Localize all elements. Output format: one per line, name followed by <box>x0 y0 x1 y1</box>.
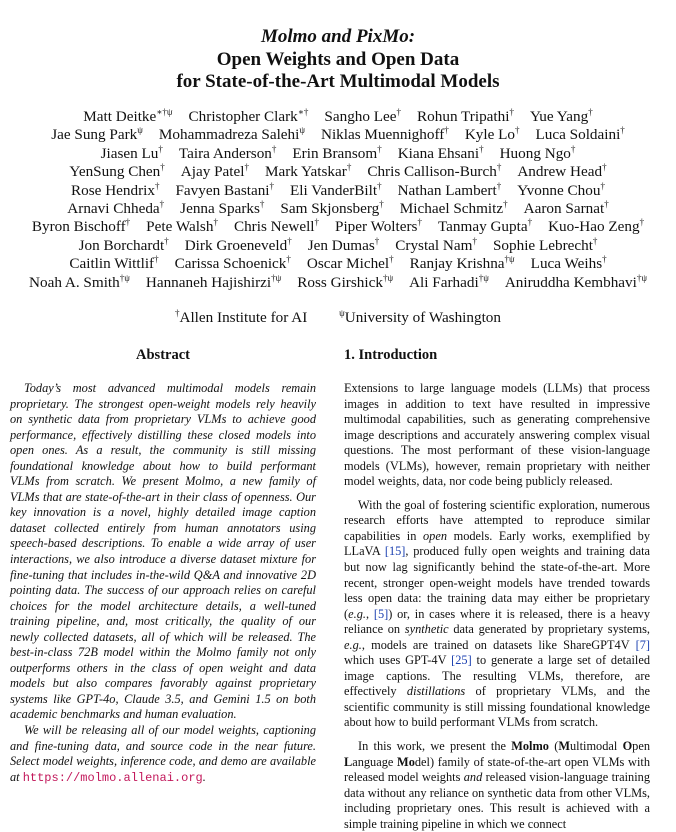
intro-p3-g: released vision-language training data without any reliance on synthetic data from other VLMs, including proprietary ones. This result is achieved with a simple training pipeline in which we connect <box>344 770 650 831</box>
citation-link[interactable]: [15] <box>384 544 406 559</box>
author-list <box>0 108 676 292</box>
author-affiliation-marker: † <box>496 162 502 173</box>
author-line <box>0 108 676 126</box>
author-affiliation-marker: † <box>396 107 402 117</box>
author-name: Hannaneh Hajishirzi <box>145 273 272 291</box>
author-affiliation-marker: † <box>154 254 159 265</box>
author-name: Ali Farhadi <box>409 273 479 291</box>
author-name: Matt Deitke <box>83 108 157 125</box>
abstract-p2-end: . <box>202 769 206 784</box>
author-affiliation-marker: † <box>160 162 165 173</box>
author-name: Jiasen Lu <box>100 144 159 162</box>
author <box>101 145 163 163</box>
author-name: Ross Girshick <box>297 273 383 291</box>
intro-paragraph-3 <box>344 739 650 832</box>
author-affiliation-marker: † <box>314 217 320 228</box>
author-affiliation-marker: †ψ <box>271 272 282 283</box>
abstract-p2-text: We will be releasing all of our model weights, captioning and fine-tuning data, and source code in the near future. Select model weights, inference code, and demo are available at <box>10 723 316 784</box>
author-name: Chris Newell <box>233 218 315 236</box>
author-name: Noah A. Smith <box>29 273 120 291</box>
intro-p2-f: data generated by proprietary systems, <box>448 622 650 637</box>
author-name: Kuo-Hao Zeng <box>548 218 640 236</box>
author-affiliation-marker: † <box>509 107 514 117</box>
intro-p2-eg2: e.g. <box>344 637 362 652</box>
intro-p3-l: L <box>344 754 353 769</box>
intro-p2-c: , produced fully open weights and training data but now lag significantly behind the state-of-the-art. More recent, stronger open-weight models have trended towards less open data: the training data may either be proprietary ( <box>344 544 650 621</box>
author-name: Chris Callison-Burch <box>367 163 497 181</box>
author-name: Taira Anderson <box>178 144 272 162</box>
author-affiliation-marker: ∗† <box>297 107 309 117</box>
author-affiliation-marker: † <box>389 254 394 265</box>
author-affiliation-marker: † <box>159 199 165 210</box>
author-name: Favyen Bastani <box>175 181 270 199</box>
affiliation-marker: ψ <box>339 308 345 318</box>
author-affiliation-marker: † <box>472 235 477 246</box>
author <box>79 237 169 255</box>
author <box>500 145 576 163</box>
author-name: Byron Bischoff <box>31 218 126 236</box>
intro-paragraph-2 <box>344 498 650 731</box>
author-affiliation-marker: † <box>602 162 607 173</box>
author <box>400 200 508 218</box>
author <box>32 218 130 236</box>
author <box>175 182 274 200</box>
author-affiliation-marker: ψ <box>137 125 143 136</box>
author-affiliation-marker: † <box>346 162 352 173</box>
author-affiliation-marker: † <box>154 180 160 191</box>
author-name: Erin Bransom <box>292 144 378 162</box>
author <box>69 163 164 181</box>
author <box>83 108 172 126</box>
author-name: Jenna Sparks <box>180 200 260 218</box>
author <box>307 255 394 273</box>
author <box>398 182 502 200</box>
author-affiliation-marker: †ψ <box>382 272 394 283</box>
author-affiliation-marker: † <box>287 235 292 246</box>
intro-p2-distillations: distillations <box>406 684 466 699</box>
author-name: Huong Ngo <box>499 144 571 162</box>
author-affiliation-marker: † <box>269 180 275 191</box>
author-affiliation-marker: † <box>244 162 249 173</box>
author-affiliation-marker: † <box>286 254 291 265</box>
author-name: Luca Soldaini <box>535 126 621 144</box>
author-name: YenSung Chen <box>69 163 161 181</box>
intro-p3-f: del) family of state-of-the-art open VLMs with released model weights <box>344 754 650 785</box>
author-name: Luca Weihs <box>530 255 603 273</box>
author-name: Andrew Head <box>517 163 603 181</box>
molmo-link[interactable]: https://molmo.allenai.org <box>22 770 203 785</box>
intro-p2-b: models. Early works, exemplified by LLaVA <box>344 528 650 559</box>
author-name: Jen Dumas <box>307 236 375 254</box>
intro-p2-h: which uses GPT-4V <box>344 653 452 668</box>
author-name: Mark Yatskar <box>264 163 347 181</box>
author-name: Carissa Schoenick <box>174 255 287 273</box>
introduction-heading: 1. Introduction <box>344 347 438 363</box>
intro-p3-e: anguage <box>352 754 398 769</box>
author-affiliation-marker: † <box>377 143 382 154</box>
author-line <box>0 200 676 218</box>
affiliation-name: Allen Institute for AI <box>179 309 308 326</box>
author-affiliation-marker: † <box>379 199 384 210</box>
intro-p3-o: O <box>622 739 633 754</box>
author-affiliation-marker: † <box>213 217 218 228</box>
author-name: Kiana Ehsani <box>397 144 480 162</box>
author-name: Crystal Nam <box>395 236 473 254</box>
author-name: Niklas Muennighoff <box>320 126 445 144</box>
intro-p2-eg1: e.g. <box>348 606 366 621</box>
author-affiliation-marker: † <box>527 217 533 228</box>
author <box>367 163 501 181</box>
author-affiliation-marker: † <box>515 125 520 136</box>
author-affiliation-marker: †ψ <box>119 272 130 283</box>
title-line-3: for State-of-the-Art Multimodal Models <box>176 71 500 92</box>
author-name: Sam Skjonsberg <box>280 200 380 218</box>
affiliation-marker: † <box>174 308 180 318</box>
affiliation-uw <box>339 309 501 327</box>
affiliation-ai2 <box>175 309 307 327</box>
author-affiliation-marker: † <box>374 235 380 246</box>
author-line <box>0 255 676 273</box>
intro-p3-and: and <box>463 770 483 785</box>
author-affiliation-marker: † <box>271 143 277 154</box>
author-affiliation-marker: †ψ <box>636 272 647 283</box>
author-affiliation-marker: ∗†ψ <box>156 107 173 117</box>
intro-p3-molmo: Molmo <box>511 739 549 754</box>
author <box>180 200 264 218</box>
author-affiliation-marker: † <box>164 235 169 246</box>
author-name: Ranjay Krishna <box>409 255 505 273</box>
author <box>146 274 281 292</box>
author-name: Yvonne Chou <box>517 181 601 199</box>
author <box>265 163 351 181</box>
author-name: Mohammadreza Salehi <box>158 126 300 144</box>
author-name: Nathan Lambert <box>397 181 497 199</box>
author-name: Caitlin Wittlif <box>69 255 155 273</box>
author-name: Aaron Sarnat <box>523 200 605 218</box>
author <box>417 108 514 126</box>
author-affiliation-marker: † <box>496 180 502 191</box>
author <box>290 182 382 200</box>
abstract-column <box>10 346 316 786</box>
author <box>321 126 449 144</box>
author <box>159 126 305 144</box>
author-name: Oscar Michel <box>306 255 390 273</box>
author <box>29 274 130 292</box>
author-affiliation-marker: †ψ <box>504 254 515 265</box>
author-affiliation-marker: † <box>600 180 605 191</box>
title-line-2: Open Weights and Open Data <box>216 48 460 70</box>
author-line <box>0 182 676 200</box>
author <box>175 255 291 273</box>
author-affiliation-marker: † <box>158 143 163 154</box>
intro-p3-m: M <box>558 739 570 754</box>
author-name: Ajay Patel <box>180 163 245 181</box>
author-affiliation-marker: † <box>570 143 576 154</box>
author <box>181 163 249 181</box>
author <box>438 218 532 236</box>
author-affiliation-marker: † <box>620 125 625 136</box>
intro-p3-c: ultimodal <box>569 739 623 754</box>
author <box>71 182 159 200</box>
intro-p2-a: With the goal of fostering scientific exploration, numerous research efforts have attempted to reproduce similar capabilities in <box>344 497 650 543</box>
abstract-paragraph-1: Today’s most advanced multimodal models remain proprietary. The strongest open-weight models rely heavily on synthetic data from proprietary VLMs to achieve good performance, effectively distilling these closed models into open ones. As a result, the community is still missing foundational knowledge about how to build performant VLMs from scratch. We present Molmo, a new family of VLMs that are state-of-the-art in their class of openness. Our key innovation is a novel, highly detailed image caption dataset collected entirely from human annotators using speech-based descriptions. To enable a wide array of user interactions, we also introduce a diverse dataset mixture for fine-tuning that includes in-the-wild Q&A and innovative 2D pointing data. The success of our approach relies on careful choices for the model architecture details, a well-tuned training pipeline, and, most critically, the quality of our newly collected datasets, all of which will be released. The best-in-class 72B model within the Molmo family not only outperforms others in the class of open weight and data models but also compares favorably against proprietary systems like GPT-4o, Claude 3.5, and Gemini 1.5 on both academic benchmarks and human evaluation. <box>10 381 316 722</box>
author-name: Eli VanderBilt <box>290 181 378 199</box>
author <box>465 126 520 144</box>
author <box>505 274 647 292</box>
author-name: Piper Wolters <box>335 218 418 236</box>
title-line-1-text: Molmo and PixMo: <box>260 26 416 47</box>
intro-p2-synthetic: synthetic <box>404 622 449 637</box>
author <box>185 237 292 255</box>
citation-link[interactable]: [25] <box>451 653 472 668</box>
author-name: Tanmay Gupta <box>437 218 528 236</box>
author <box>517 182 605 200</box>
author <box>548 218 644 236</box>
author-affiliation-marker: †ψ <box>478 272 489 283</box>
author <box>292 145 381 163</box>
author-name: Sangho Lee <box>324 108 397 125</box>
author <box>410 255 515 273</box>
author <box>280 200 383 218</box>
author-name: Dirk Groeneveld <box>184 236 288 254</box>
introduction-column <box>344 346 651 831</box>
author <box>69 255 158 273</box>
intro-p3-d: pen <box>632 739 650 754</box>
author-affiliation-marker: † <box>444 125 449 136</box>
author-name: Rohun Tripathi <box>417 108 510 125</box>
author <box>395 237 477 255</box>
intro-p2-d: , <box>365 606 374 621</box>
affiliations <box>0 309 676 327</box>
author <box>493 237 597 255</box>
author <box>51 126 143 144</box>
author-line <box>0 218 676 236</box>
author <box>398 145 484 163</box>
author-name: Rose Hendrix <box>71 181 155 199</box>
intro-p2-i: to generate a large set of detailed image captions. The resulting VLMs, therefore, are effectively <box>344 653 650 699</box>
author-line <box>0 237 676 255</box>
author-affiliation-marker: † <box>639 217 645 228</box>
author <box>67 200 164 218</box>
author <box>308 237 380 255</box>
abstract-heading: Abstract <box>136 347 190 363</box>
author-line <box>0 126 676 144</box>
author-affiliation-marker: † <box>125 217 131 228</box>
author <box>297 274 393 292</box>
author <box>179 145 277 163</box>
intro-p2-e: ) or, in cases where it is released, there is a heavy reliance on <box>344 606 651 637</box>
author-affiliation-marker: † <box>503 199 508 210</box>
author-affiliation-marker: † <box>602 254 607 265</box>
author-name: Christopher Clark <box>188 108 298 125</box>
citation-link[interactable]: [7] <box>635 637 650 652</box>
intro-p3-b: ( <box>548 739 559 754</box>
title-line-1 <box>0 26 676 49</box>
author-affiliation-marker: † <box>417 217 422 228</box>
author <box>524 200 609 218</box>
author-name: Michael Schmitz <box>399 200 504 218</box>
intro-p2-open: open <box>423 528 447 543</box>
author-name: Kyle Lo <box>464 126 516 144</box>
paper-title <box>0 26 676 94</box>
intro-p3-mo: Mo <box>397 754 415 769</box>
author <box>530 108 593 126</box>
intro-paragraph-1: Extensions to large language models (LLMs) that process images in addition to text have resulted in impressive multimodal capabilities, such as generating comprehensive image descriptions and accurately answering complex visual questions. The most performant of these vision-language models (VLMs), however, remain proprietary with neither model weights, data, nor code being publicly released. <box>344 381 650 489</box>
intro-p2-g: , models are trained on datasets like ShareGPT4V <box>361 637 636 652</box>
author-affiliation-marker: ψ <box>299 125 305 136</box>
author-affiliation-marker: † <box>588 107 593 117</box>
author <box>234 218 319 236</box>
author-line <box>0 163 676 181</box>
author <box>335 218 422 236</box>
intro-p3-a: In this work, we present the <box>358 739 512 754</box>
author-line <box>0 274 676 292</box>
abstract-paragraph-2 <box>10 723 316 786</box>
author-name: Jon Borchardt <box>78 236 165 254</box>
author-affiliation-marker: † <box>377 180 382 191</box>
author-name: Jae Sung Park <box>51 126 138 144</box>
author-affiliation-marker: † <box>592 235 598 246</box>
citation-link[interactable]: [5] <box>373 606 389 621</box>
author <box>324 108 401 126</box>
author-affiliation-marker: † <box>479 143 484 154</box>
author <box>146 218 218 236</box>
author-name: Pete Walsh <box>146 218 214 236</box>
intro-p2-j: of proprietary VLMs, and the scientific community is still missing foundational knowledge about how to build performant VLMs from scratch. <box>344 684 650 730</box>
author <box>536 126 625 144</box>
author-name: Aniruddha Kembhavi <box>504 273 637 291</box>
author <box>517 163 606 181</box>
author-affiliation-marker: † <box>259 199 265 210</box>
author <box>531 255 607 273</box>
affiliation-name: University of Washington <box>344 309 501 326</box>
author-name: Sophie Lebrecht <box>492 236 593 254</box>
author-name: Yue Yang <box>529 108 589 125</box>
author-name: Arnavi Chheda <box>67 200 160 218</box>
author-affiliation-marker: † <box>604 199 609 210</box>
author <box>409 274 489 292</box>
author <box>189 108 309 126</box>
author-line <box>0 145 676 163</box>
